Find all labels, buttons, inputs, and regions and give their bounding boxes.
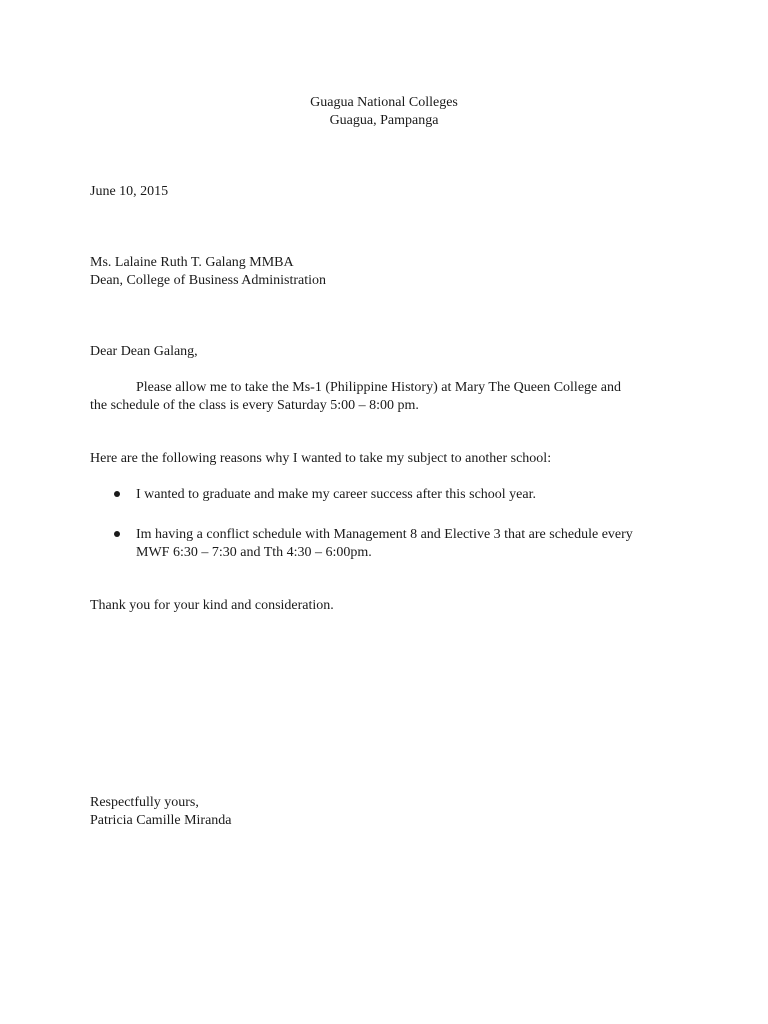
institution-location: Guagua, Pampanga: [329, 113, 439, 128]
thanks-line: Thank you for your kind and consideration.: [90, 598, 334, 613]
request-paragraph-line-1: Please allow me to take the Ms-1 (Philippine History) at Mary The Queen College and: [136, 380, 621, 395]
reason-item-1: I wanted to graduate and make my career success after this school year.: [136, 487, 536, 502]
letter-date: June 10, 2015: [90, 184, 169, 199]
bullet-icon: [114, 491, 120, 497]
reasons-intro: Here are the following reasons why I wanted to take my subject to another school:: [90, 451, 552, 466]
signatory-name: Patricia Camille Miranda: [90, 813, 232, 828]
bullet-icon: [114, 531, 120, 537]
reason-item-2-line-1: Im having a conflict schedule with Management 8 and Elective 3 that are schedule every: [136, 527, 633, 542]
institution-name: Guagua National Colleges: [310, 95, 458, 110]
complimentary-close: Respectfully yours,: [90, 795, 199, 810]
recipient-title: Dean, College of Business Administration: [90, 273, 327, 288]
salutation: Dear Dean Galang,: [90, 344, 198, 359]
reason-item-2-line-2: MWF 6:30 – 7:30 and Tth 4:30 – 6:00pm.: [136, 545, 372, 560]
recipient-name: Ms. Lalaine Ruth T. Galang MMBA: [90, 255, 294, 270]
request-paragraph-line-2: the schedule of the class is every Saturday 5:00 – 8:00 pm.: [90, 398, 419, 413]
